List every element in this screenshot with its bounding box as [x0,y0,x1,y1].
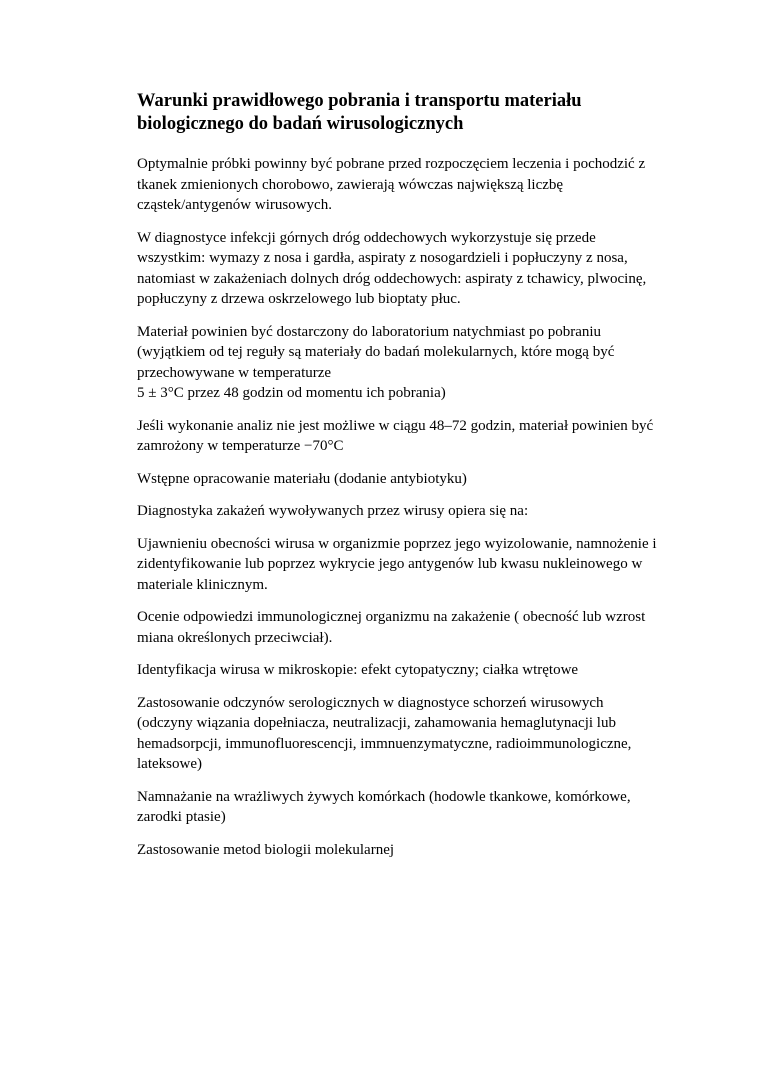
paragraph-line: (wyjątkiem od tej reguły są materiały do badań molekularnych, które mogą być [137,344,615,360]
paragraph-respiratory-diagnostics [137,228,677,310]
paragraph-line: (odczyny wiązania dopełniacza, neutralizacji, zahamowania hemaglutynacji lub [137,715,616,731]
paragraph-line: popłuczyny z drzewa oskrzelowego lub bioptaty płuc. [137,291,461,307]
paragraph-virus-detection [137,534,677,596]
paragraph-line: zidentyfikowanie lub poprzez wykrycie jego antygenów lub kwasu nukleinowego w [137,556,643,572]
title-line: Warunki prawidłowego pobrania i transportu materiału [137,91,582,111]
paragraph-line: natomiast w zakażeniach dolnych dróg oddechowych: aspiraty z tchawicy, plwocinę, [137,270,647,287]
paragraph-line: tkanek zmienionych chorobowo, zawierają wówczas największą liczbę [137,176,564,193]
paragraph-line: Ocenie odpowiedzi immunologicznej organizmu na zakażenie ( obecność lub wzrost [137,609,646,625]
paragraph-line: przechowywane w temperaturze [137,364,332,381]
paragraph-line: Zastosowanie odczynów serologicznych w diagnostyce schorzeń wirusowych [137,694,604,711]
title-line: biologicznego do badań wirusologicznych [137,114,464,134]
paragraph-line: miana określonych przeciwciał). [137,629,333,646]
paragraph-line: Ujawnieniu obecności wirusa w organizmie poprzez jego wyizolowanie, namnożenie i [137,535,657,552]
paragraph-line: cząstek/antygenów wirusowych. [137,197,332,213]
paragraph-line: zamrożony w temperaturze −70°C [137,438,344,454]
paragraph-microscopy [137,660,677,681]
paragraph-line: hemadsorpcji, immunofluorescencji, immnuenzymatyczne, radioimmunologiczne, [137,735,632,752]
paragraph-line: Diagnostyka zakażeń wywoływanych przez wirusy opiera się na: [137,503,529,519]
paragraph-line: Materiał powinien być dostarczony do laboratorium natychmiast po pobraniu [137,323,602,340]
paragraph-line: lateksowe) [137,756,202,772]
paragraph-line: W diagnostyce infekcji górnych dróg oddechowych wykorzystuje się przede [137,229,596,246]
paragraph-sampling-timing [137,154,677,216]
paragraph-immune-response [137,607,677,648]
paragraph-cell-culture [137,787,677,828]
paragraph-freezing [137,416,677,457]
paragraph-line: Namnażanie na wrażliwych żywych komórkach (hodowle tkankowe, komórkowe, [137,788,631,805]
paragraph-molecular-biology [137,840,677,861]
paragraph-serology [137,693,677,775]
paragraph-line: zarodki ptasie) [137,809,226,825]
paragraph-delivery [137,322,677,404]
paragraph-line: wszystkim: wymazy z nosa i gardła, aspiraty z nosogardzieli i popłuczyny z nosa, [137,250,628,266]
paragraph-line: Jeśli wykonanie analiz nie jest możliwe w ciągu 48–72 godzin, materiał powinien być [137,417,654,434]
document-title [137,90,677,136]
paragraph-diagnostics-intro [137,501,677,522]
paragraph-line: materiale klinicznym. [137,576,268,593]
paragraph-line: Wstępne opracowanie materiału (dodanie antybiotyku) [137,470,467,487]
paragraph-line: Optymalnie próbki powinny być pobrane przed rozpoczęciem leczenia i pochodzić z [137,156,646,172]
document-page [137,90,677,872]
paragraph-line: Identyfikacja wirusa w mikroskopie: efekt cytopatyczny; ciałka wtrętowe [137,662,579,678]
paragraph-line: 5 ± 3°C przez 48 godzin od momentu ich pobrania) [137,385,446,401]
paragraph-preprocessing [137,469,677,490]
paragraph-line: Zastosowanie metod biologii molekularnej [137,841,395,858]
